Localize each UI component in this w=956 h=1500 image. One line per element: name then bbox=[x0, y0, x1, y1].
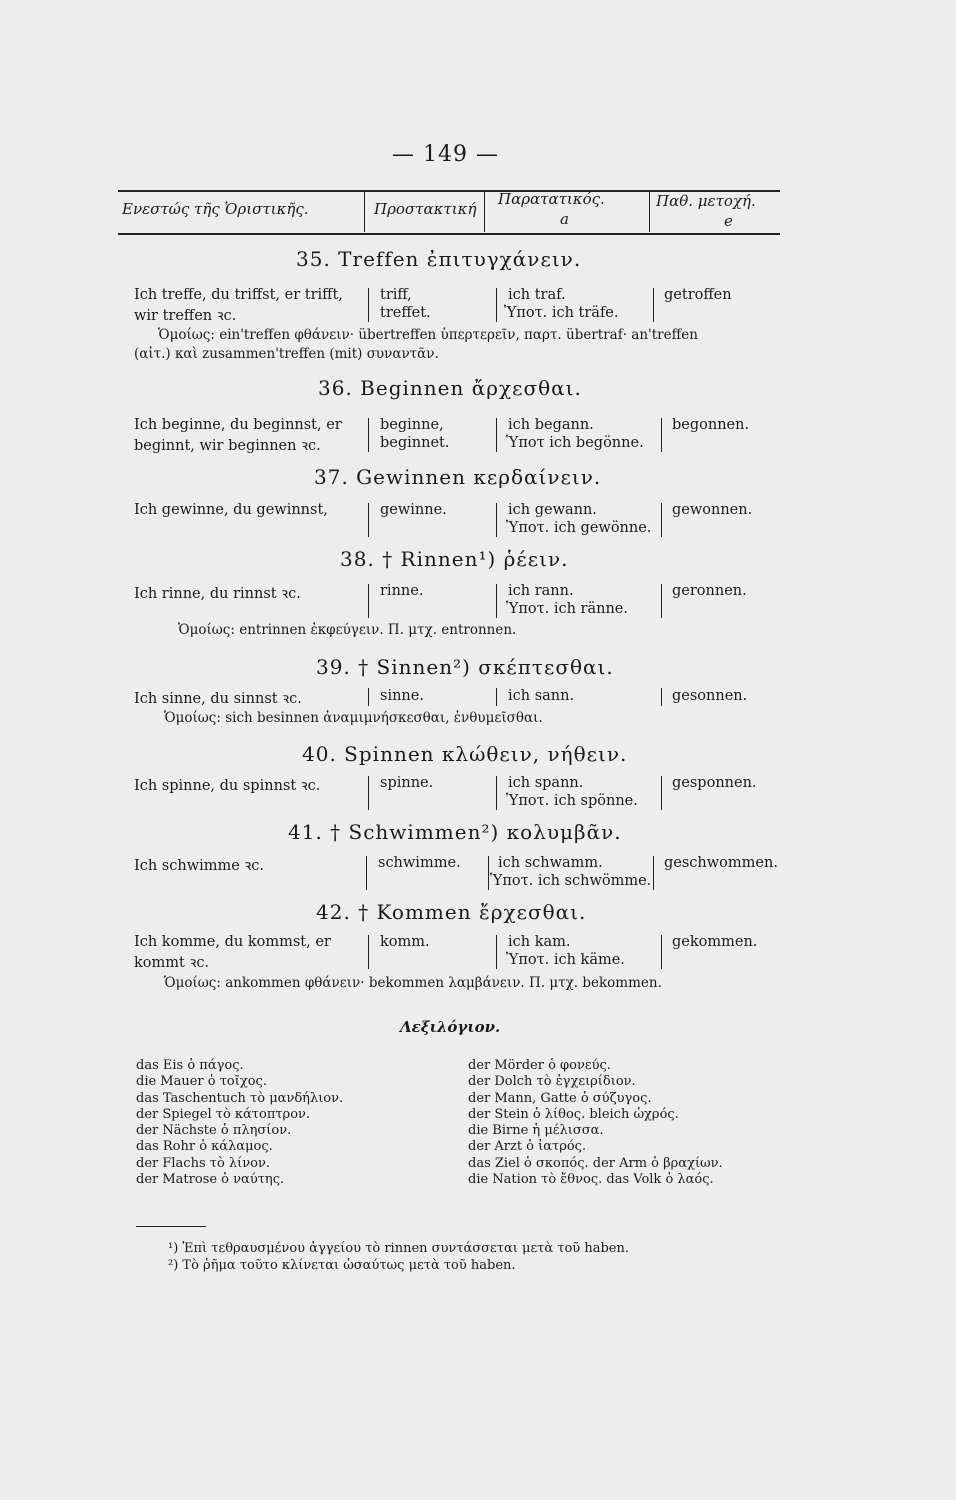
header-col-present: Ενεστώς τῆς Ὁριστικῆς. bbox=[122, 200, 309, 218]
entry-imperative: beginne, bbox=[380, 417, 444, 433]
entry-present: Ich sinne, du sinnst ꝛc. bbox=[134, 691, 302, 707]
entry-participle: gesponnen. bbox=[672, 775, 757, 791]
glossary-item: die Nation τὸ ἔθνος. das Volk ὁ λαός. bbox=[468, 1172, 714, 1188]
entry-participle: gewonnen. bbox=[672, 502, 753, 518]
col-divider bbox=[368, 584, 369, 618]
entry-imperative: gewinne. bbox=[380, 502, 447, 518]
entry-participle: begonnen. bbox=[672, 417, 750, 433]
entry-note: Ὁμοίως: ankommen φθάνειν· bekommen λαμβάνειν. Π. μτχ. bekommen. bbox=[164, 975, 662, 991]
glossary-item: der Nächste ὁ πλησίον. bbox=[136, 1123, 292, 1139]
entry-imperfect: ich begann. bbox=[508, 417, 594, 433]
col-divider bbox=[653, 288, 654, 322]
header-divider-1 bbox=[364, 192, 365, 232]
entry-imperative: treffet. bbox=[380, 305, 431, 321]
entry-subjunctive: Ὑποτ. ich schwömme. bbox=[490, 873, 652, 889]
col-divider bbox=[496, 935, 497, 969]
col-divider bbox=[496, 688, 497, 706]
glossary-item: der Arzt ὁ ἰατρός. bbox=[468, 1139, 587, 1155]
glossary-item: das Taschentuch τὸ μανδήλιον. bbox=[136, 1090, 344, 1106]
entry-imperfect: ich rann. bbox=[508, 583, 574, 599]
footnotes bbox=[168, 1240, 629, 1274]
entry-imperfect: ich traf. bbox=[508, 287, 566, 303]
entry-imperative: komm. bbox=[380, 934, 430, 950]
glossary-item: der Dolch τὸ ἐγχειρίδιον. bbox=[468, 1074, 636, 1090]
col-divider bbox=[661, 418, 662, 452]
glossary-item: das Eis ὁ πάγος. bbox=[136, 1058, 244, 1073]
header-divider-3 bbox=[649, 192, 650, 232]
glossary-item: der Matrose ὁ ναύτης. bbox=[136, 1172, 285, 1188]
entry-note: Ὁμοίως: sich besinnen ἀναμιμνήσκεσθαι, ἐνθυμεῖσθαι. bbox=[164, 710, 543, 726]
col-divider bbox=[368, 935, 369, 969]
col-divider bbox=[653, 856, 654, 890]
col-divider bbox=[368, 688, 369, 706]
entry-imperative: triff, bbox=[380, 287, 412, 303]
entry-imperfect: ich sann. bbox=[508, 688, 575, 704]
col-divider bbox=[496, 288, 497, 322]
col-divider bbox=[661, 776, 662, 810]
entry-present: kommt ꝛc. bbox=[134, 955, 210, 971]
col-divider bbox=[366, 856, 367, 890]
col-divider bbox=[368, 503, 369, 537]
entry-heading: 39. † Sinnen²) σκέπτεσθαι. bbox=[316, 655, 614, 679]
col-divider bbox=[661, 935, 662, 969]
header-col-participle-sub: e bbox=[724, 212, 733, 230]
header-col-imperative: Προστακτική bbox=[374, 200, 477, 218]
entry-present: Ich gewinne, du gewinnst, bbox=[134, 502, 328, 518]
glossary-item: die Mauer ὁ τοῖχος. bbox=[136, 1074, 267, 1090]
glossary-item: der Stein ὁ λίθος. bleich ὠχρός. bbox=[468, 1106, 679, 1122]
entry-imperfect: ich spann. bbox=[508, 775, 584, 791]
col-divider bbox=[368, 418, 369, 452]
glossary-item: der Spiegel τὸ κάτοπτρον. bbox=[136, 1106, 311, 1122]
entry-participle: getroffen bbox=[664, 287, 732, 303]
entry-present: Ich beginne, du beginnst, er bbox=[134, 417, 342, 433]
entry-participle: gekommen. bbox=[672, 934, 758, 950]
entry-present: wir treffen ꝛc. bbox=[134, 308, 237, 324]
entry-subjunctive: Ὑποτ ich begönne. bbox=[506, 435, 644, 451]
entry-heading: 36. Beginnen ἄρχεσθαι. bbox=[318, 376, 582, 400]
entry-subjunctive: Ὑποτ. ich träfe. bbox=[504, 305, 619, 321]
entry-present: Ich schwimme ꝛc. bbox=[134, 858, 265, 874]
footnote-rule bbox=[136, 1226, 206, 1227]
entry-heading: 41. † Schwimmen²) κολυμβᾶν. bbox=[288, 820, 622, 844]
entry-subjunctive: Ὑποτ. ich ränne. bbox=[506, 601, 628, 617]
entry-imperative: sinne. bbox=[380, 688, 424, 704]
entry-present: Ich rinne, du rinnst ꝛc. bbox=[134, 586, 301, 602]
entry-imperfect: ich schwamm. bbox=[498, 855, 603, 871]
col-divider bbox=[368, 288, 369, 322]
entry-imperative: spinne. bbox=[380, 775, 434, 791]
header-col-participle: Παθ. μετοχή. bbox=[656, 192, 756, 210]
col-divider bbox=[496, 584, 497, 618]
glossary-item: das Ziel ὁ σκοπός. der Arm ὁ βραχίων. bbox=[468, 1155, 723, 1171]
col-divider bbox=[661, 584, 662, 618]
page-number: — 149 — bbox=[392, 142, 499, 167]
entry-heading: 35. Treffen ἐπιτυγχάνειν. bbox=[296, 247, 582, 271]
header-bottom-rule bbox=[118, 233, 780, 235]
header-col-imperfect-sub: a bbox=[560, 210, 569, 228]
entry-present: Ich treffe, du triffst, er trifft, bbox=[134, 287, 343, 303]
entry-subjunctive: Ὑποτ. ich käme. bbox=[506, 952, 625, 968]
glossary-left-column bbox=[136, 1058, 343, 1188]
entry-subjunctive: Ὑποτ. ich gewönne. bbox=[506, 520, 652, 536]
col-divider bbox=[661, 503, 662, 537]
entry-present: beginnt, wir beginnen ꝛc. bbox=[134, 438, 321, 454]
entry-imperative: schwimme. bbox=[378, 855, 461, 871]
entry-heading: 40. Spinnen κλώθειν, νήθειν. bbox=[302, 742, 628, 766]
col-divider bbox=[368, 776, 369, 810]
entry-note: Ὁμοίως: ein'treffen φθάνειν· übertreffen ὑπερτερεῖν, παρτ. übertraf· an'treffen bbox=[158, 327, 698, 343]
entry-subjunctive: Ὑποτ. ich spönne. bbox=[506, 793, 638, 809]
glossary-item: der Mörder ὁ φονεύς. bbox=[468, 1058, 611, 1073]
entry-participle: geronnen. bbox=[672, 583, 747, 599]
entry-note: Ὁμοίως: entrinnen ἐκφεύγειν. Π. μτχ. entronnen. bbox=[178, 622, 517, 638]
entry-heading: 37. Gewinnen κερδαίνειν. bbox=[314, 465, 602, 489]
entry-imperfect: ich kam. bbox=[508, 934, 571, 950]
glossary-item: das Rohr ὁ κάλαμος. bbox=[136, 1139, 273, 1155]
col-divider bbox=[496, 503, 497, 537]
footnote: ¹) Ἐπὶ τεθραυσμένου ἀγγείου τὸ rinnen συντάσσεται μετὰ τοῦ haben. bbox=[168, 1241, 629, 1256]
entry-note: (αἰτ.) καὶ zusammen'treffen (mit) συναντᾶν. bbox=[134, 346, 439, 362]
entry-participle: geschwommen. bbox=[664, 855, 778, 871]
glossary-right-column bbox=[468, 1058, 723, 1188]
entry-imperative: beginnet. bbox=[380, 435, 450, 451]
glossary-item: die Birne ἡ μέλισσα. bbox=[468, 1123, 604, 1139]
entry-imperfect: ich gewann. bbox=[508, 502, 597, 518]
entry-heading: 38. † Rinnen¹) ῥέειν. bbox=[340, 547, 569, 571]
entry-present: Ich spinne, du spinnst ꝛc. bbox=[134, 778, 321, 794]
col-divider bbox=[488, 856, 489, 890]
col-divider bbox=[661, 688, 662, 706]
entry-participle: gesonnen. bbox=[672, 688, 748, 704]
glossary-title: Λεξιλόγιον. bbox=[400, 1018, 501, 1036]
footnote: ²) Τὸ ῥῆμα τοῦτο κλίνεται ὡσαύτως μετὰ τοῦ haben. bbox=[168, 1258, 516, 1273]
header-col-imperfect: Παρατατικός. bbox=[498, 190, 605, 208]
glossary-item: der Flachs τὸ λίνον. bbox=[136, 1155, 270, 1171]
entry-imperative: rinne. bbox=[380, 583, 424, 599]
entry-present: Ich komme, du kommst, er bbox=[134, 934, 331, 950]
header-divider-2 bbox=[484, 192, 485, 232]
col-divider bbox=[496, 776, 497, 810]
col-divider bbox=[496, 418, 497, 452]
entry-heading: 42. † Kommen ἔρχεσθαι. bbox=[316, 900, 587, 924]
glossary-item: der Mann, Gatte ὁ σύζυγος. bbox=[468, 1090, 652, 1106]
